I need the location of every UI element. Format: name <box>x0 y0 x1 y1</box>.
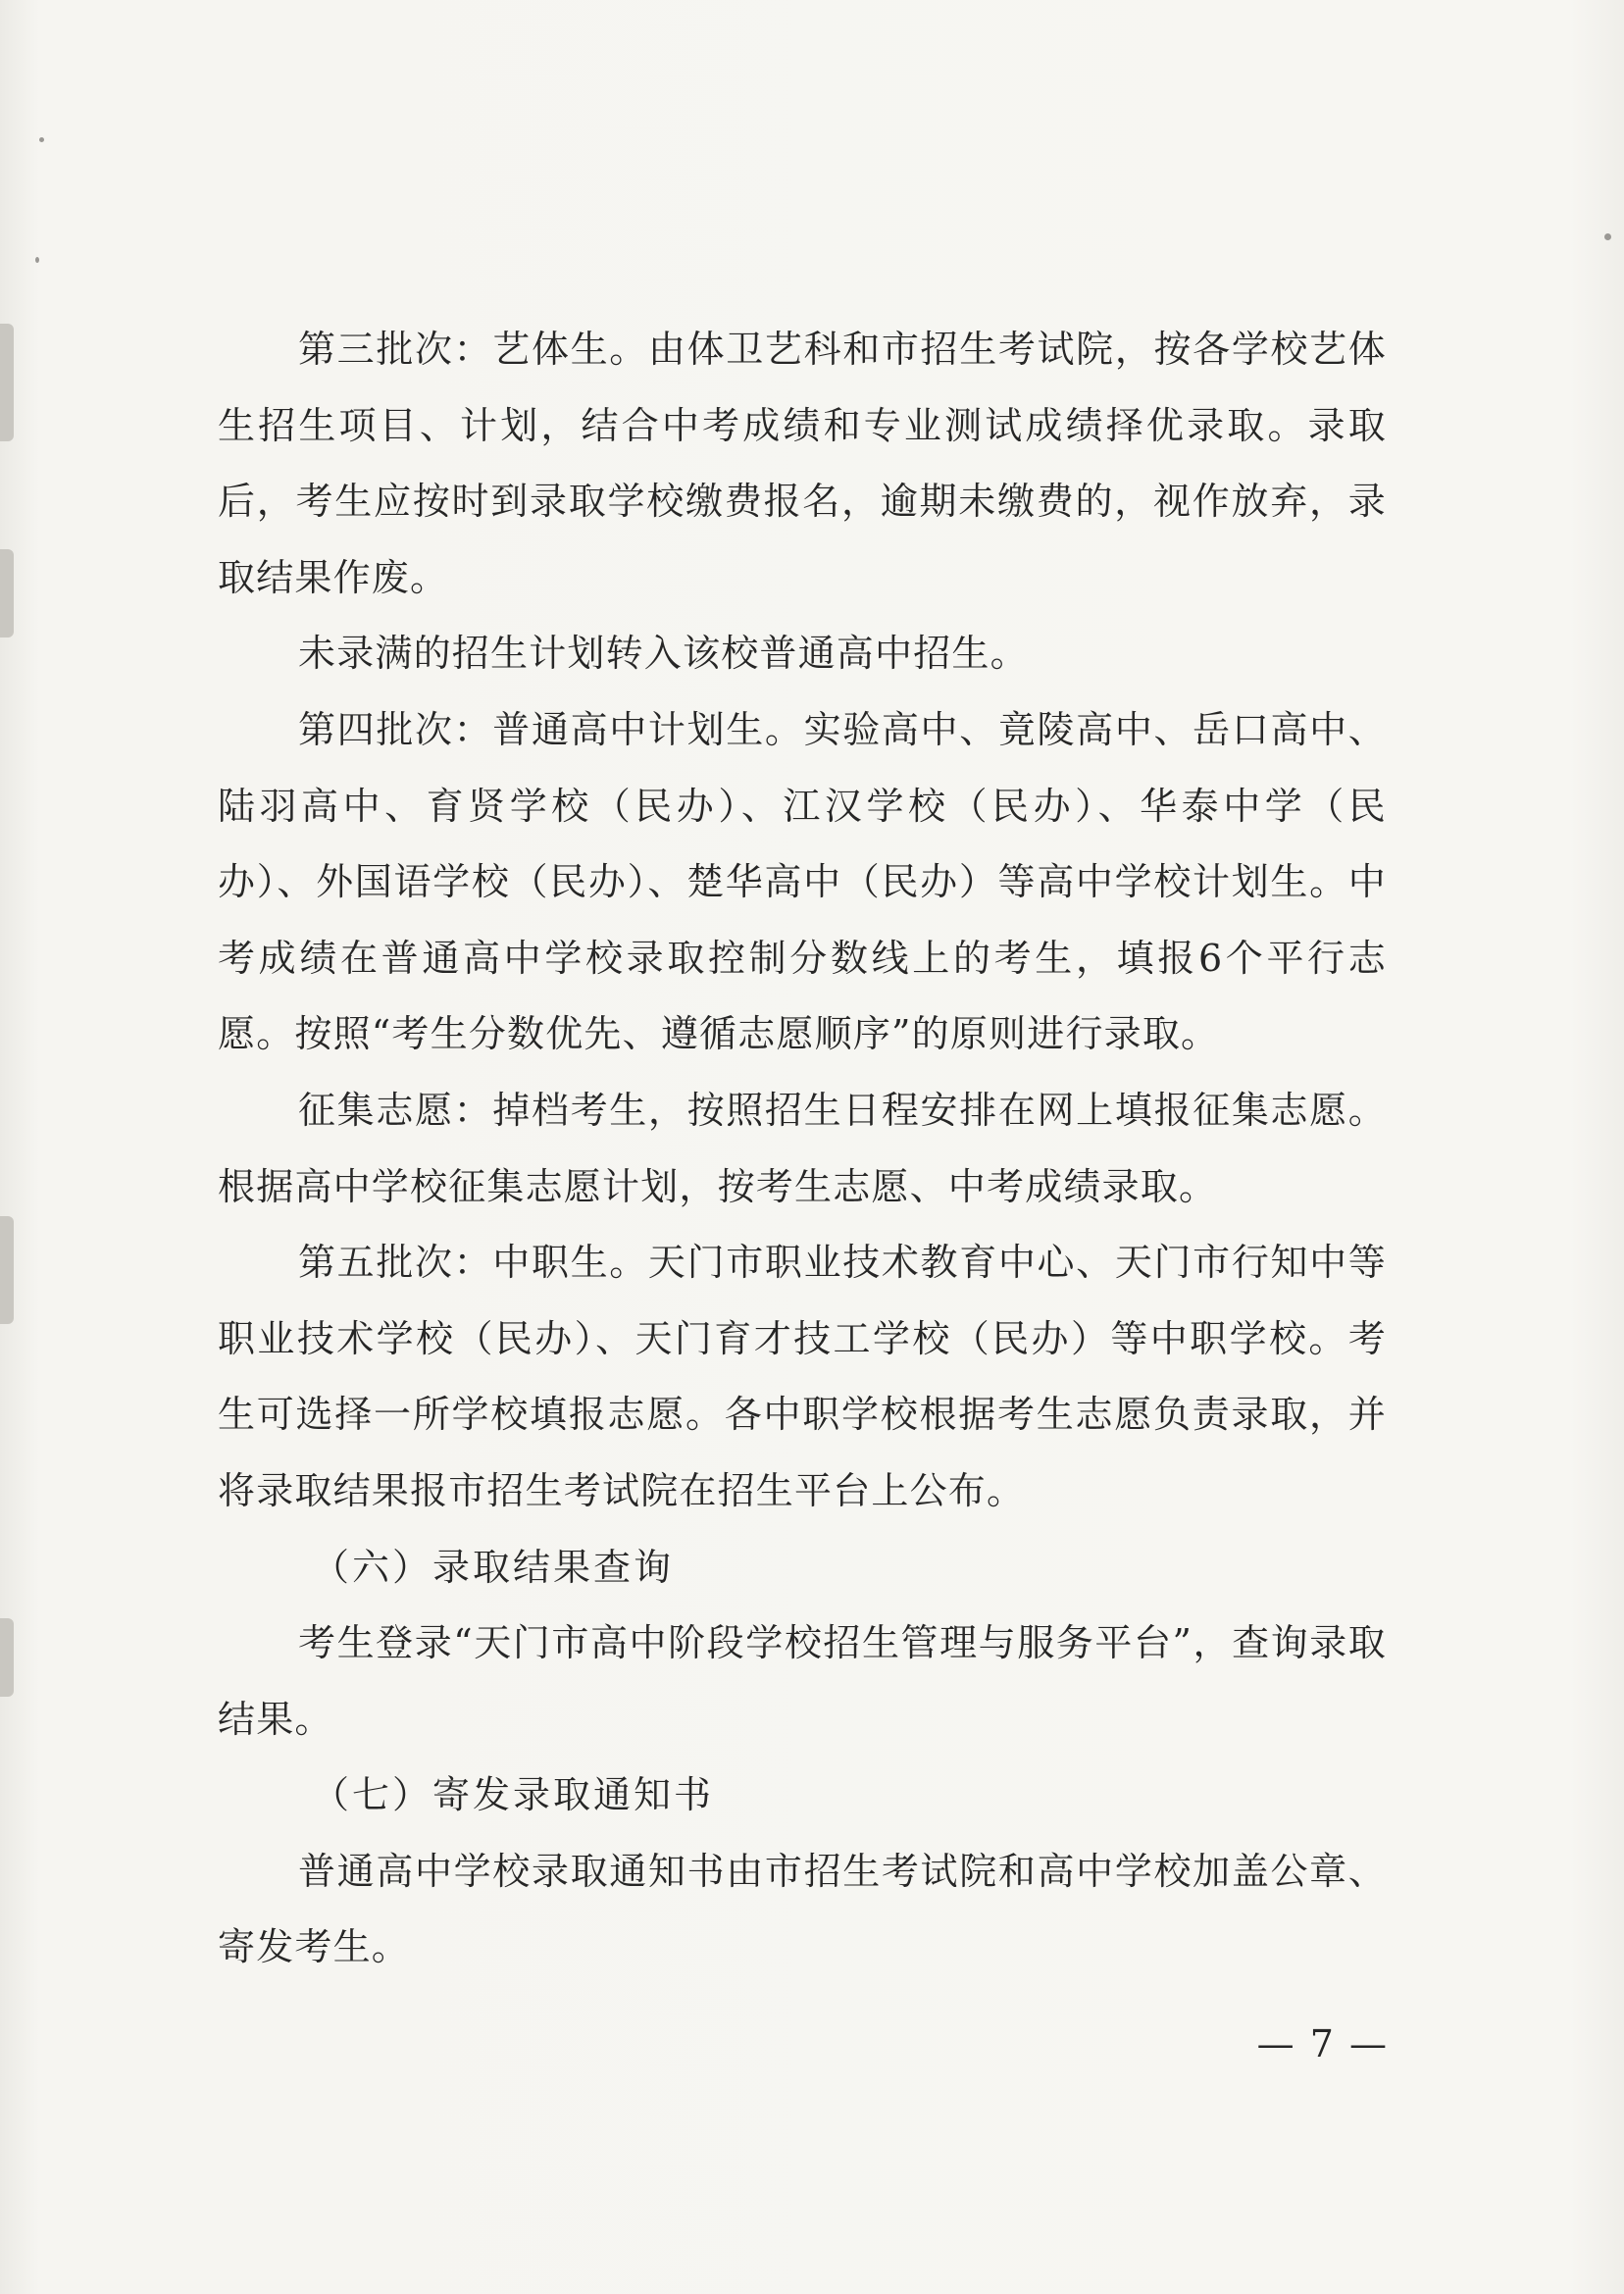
page-number: — 7 — <box>1256 2022 1389 2065</box>
scan-speck <box>35 257 39 263</box>
document-body <box>218 312 1387 1986</box>
paragraph-batch-4: 第四批次：普通高中计划生。实验高中、竟陵高中、岳口高中、陆羽高中、育贤学校（民办）、江汉学校（民办）、华泰中学（民办）、外国语学校（民办）、楚华高中（民办）等高中学校计划生。中考成绩在普通高中学校录取控制分数线上的考生，填报6个平行志愿。按照“考生分数优先、遵循志愿顺序”的原则进行录取。 <box>218 707 1387 1056</box>
paragraph-batch-3-note: 未录满的招生计划转入该校普通高中招生。 <box>298 632 1029 676</box>
paragraph-collect-volunteer: 征集志愿：掉档考生，按照招生日程安排在网上填报征集志愿。根据高中学校征集志愿计划，按考生志愿、中考成绩录取。 <box>218 1088 1387 1208</box>
section-7-body: 普通高中学校录取通知书由市招生考试院和高中学校加盖公章、寄发考生。 <box>218 1849 1387 1969</box>
scan-speck <box>39 137 44 142</box>
binding-mark <box>0 1216 14 1324</box>
binding-mark <box>0 324 14 441</box>
section-6-body: 考生登录“天门市高中阶段学校招生管理与服务平台”，查询录取结果。 <box>218 1621 1387 1741</box>
binding-mark <box>0 549 14 637</box>
section-6-heading: （六）录取结果查询 <box>312 1545 675 1589</box>
paragraph-batch-3: 第三批次：艺体生。由体卫艺科和市招生考试院，按各学校艺体生招生项目、计划，结合中考成绩和专业测试成绩择优录取。录取后，考生应按时到录取学校缴费报名，逾期未缴费的，视作放弃，录取结果作废。 <box>218 328 1387 599</box>
paragraph-batch-5: 第五批次：中职生。天门市职业技术教育中心、天门市行知中等职业技术学校（民办）、天门育才技工学校（民办）等中职学校。考生可选择一所学校填报志愿。各中职学校根据考生志愿负责录取，并将录取结果报市招生考试院在招生平台上公布。 <box>218 1241 1387 1512</box>
binding-mark <box>0 1618 14 1697</box>
section-7-heading: （七）寄发录取通知书 <box>312 1773 715 1817</box>
scan-speck <box>1604 233 1611 240</box>
